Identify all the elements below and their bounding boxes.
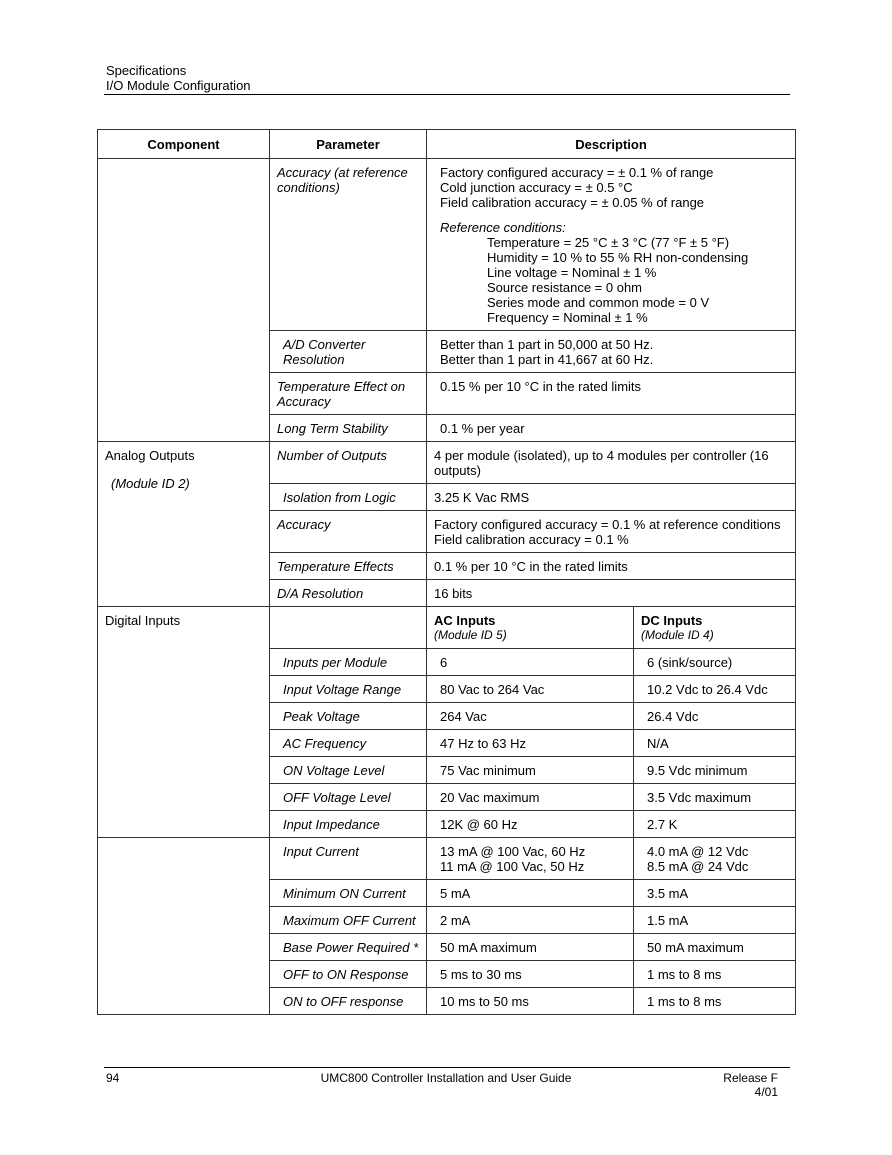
table-header-row — [98, 130, 796, 159]
desc-temp-effects: 0.1 % per 10 °C in the rated limits — [427, 553, 796, 580]
desc-line: 4.0 mA @ 12 Vdc — [647, 844, 749, 859]
footer-rule — [104, 1067, 790, 1068]
dc-value: 2.7 K — [634, 811, 796, 838]
desc-line: Better than 1 part in 41,667 at 60 Hz. — [440, 352, 654, 367]
param-blank — [270, 607, 427, 649]
param-peak-voltage: Peak Voltage — [270, 703, 427, 730]
param-long-term: Long Term Stability — [270, 415, 427, 442]
table-row — [98, 838, 796, 880]
param-on-to-off: ON to OFF response — [270, 988, 427, 1015]
param-ac-frequency: AC Frequency — [270, 730, 427, 757]
dc-value: 1 ms to 8 ms — [634, 961, 796, 988]
footer-date: 4/01 — [754, 1085, 778, 1099]
ac-value: 5 mA — [427, 880, 634, 907]
ac-inputs-title: AC Inputs — [434, 613, 496, 628]
component-analog-outputs — [98, 442, 270, 607]
desc-ad-converter — [427, 331, 796, 373]
param-ad-converter: A/D Converter Resolution — [270, 331, 427, 373]
dc-value: 3.5 mA — [634, 880, 796, 907]
desc-line: Factory configured accuracy = ± 0.1 % of range — [440, 165, 714, 180]
header-subsection: I/O Module Configuration — [106, 78, 251, 93]
desc-da-resolution: 16 bits — [427, 580, 796, 607]
table-row — [98, 159, 796, 331]
desc-accuracy — [427, 511, 796, 553]
ac-value — [427, 838, 634, 880]
desc-line: Factory configured accuracy = 0.1 % at reference conditions — [434, 517, 781, 532]
param-base-power: Base Power Required * — [270, 934, 427, 961]
desc-isolation: 3.25 K Vac RMS — [427, 484, 796, 511]
desc-accuracy-ref — [427, 159, 796, 331]
component-cell-blank — [98, 838, 270, 1015]
desc-line: Field calibration accuracy = ± 0.05 % of range — [440, 195, 705, 210]
dc-value: 50 mA maximum — [634, 934, 796, 961]
table-row — [98, 607, 796, 649]
param-maximum-off-current: Maximum OFF Current — [270, 907, 427, 934]
component-digital-inputs: Digital Inputs — [98, 607, 270, 838]
dc-value: 3.5 Vdc maximum — [634, 784, 796, 811]
footer-release — [723, 1071, 778, 1099]
param-temp-effect: Temperature Effect on Accuracy — [270, 373, 427, 415]
header-description: Description — [427, 130, 796, 159]
dc-value: 6 (sink/source) — [634, 649, 796, 676]
dc-inputs-title: DC Inputs — [641, 613, 703, 628]
param-on-voltage-level: ON Voltage Level — [270, 757, 427, 784]
desc-line: Field calibration accuracy = 0.1 % — [434, 532, 629, 547]
dc-inputs-module: (Module ID 4) — [641, 628, 714, 642]
footer-title: UMC800 Controller Installation and User Guide — [320, 1071, 572, 1085]
ac-value: 47 Hz to 63 Hz — [427, 730, 634, 757]
param-off-voltage-level: OFF Voltage Level — [270, 784, 427, 811]
ac-inputs-module: (Module ID 5) — [434, 628, 507, 642]
param-temp-effects: Temperature Effects — [270, 553, 427, 580]
header-section: Specifications — [106, 63, 187, 78]
desc-temp-effect: 0.15 % per 10 °C in the rated limits — [427, 373, 796, 415]
component-label: Analog Outputs — [105, 448, 195, 463]
ref-line: Frequency = Nominal ± 1 % — [487, 310, 648, 325]
dc-value: 1.5 mA — [634, 907, 796, 934]
param-inputs-per-module: Inputs per Module — [270, 649, 427, 676]
param-da-resolution: D/A Resolution — [270, 580, 427, 607]
ac-inputs-header — [427, 607, 634, 649]
desc-line: Better than 1 part in 50,000 at 50 Hz. — [440, 337, 654, 352]
footer-release-label: Release F — [723, 1071, 778, 1085]
desc-number-outputs: 4 per module (isolated), up to 4 modules per controller (16 outputs) — [427, 442, 796, 484]
ac-value: 75 Vac minimum — [427, 757, 634, 784]
param-input-current: Input Current — [270, 838, 427, 880]
component-cell-blank — [98, 159, 270, 442]
ref-line: Series mode and common mode = 0 V — [487, 295, 710, 310]
ac-value: 6 — [427, 649, 634, 676]
dc-value: 10.2 Vdc to 26.4 Vdc — [634, 676, 796, 703]
ac-value: 80 Vac to 264 Vac — [427, 676, 634, 703]
param-accuracy-ref: Accuracy (at reference conditions) — [270, 159, 427, 331]
desc-line: Cold junction accuracy = ± 0.5 °C — [440, 180, 633, 195]
header-component: Component — [98, 130, 270, 159]
page-header — [106, 63, 251, 93]
desc-line: 11 mA @ 100 Vac, 50 Hz — [440, 859, 585, 874]
desc-long-term: 0.1 % per year — [427, 415, 796, 442]
dc-inputs-header — [634, 607, 796, 649]
ref-line: Source resistance = 0 ohm — [487, 280, 642, 295]
header-rule — [104, 94, 790, 95]
dc-value — [634, 838, 796, 880]
param-minimum-on-current: Minimum ON Current — [270, 880, 427, 907]
ac-value: 50 mA maximum — [427, 934, 634, 961]
dc-value: N/A — [634, 730, 796, 757]
ac-value: 10 ms to 50 ms — [427, 988, 634, 1015]
footer-page-number: 94 — [106, 1071, 120, 1085]
ac-value: 2 mA — [427, 907, 634, 934]
param-number-outputs: Number of Outputs — [270, 442, 427, 484]
ref-line: Temperature = 25 °C ± 3 °C (77 °F ± 5 °F) — [487, 235, 730, 250]
param-input-impedance: Input Impedance — [270, 811, 427, 838]
ref-line: Line voltage = Nominal ± 1 % — [487, 265, 657, 280]
param-off-to-on: OFF to ON Response — [270, 961, 427, 988]
ref-line: Humidity = 10 % to 55 % RH non-condensing — [487, 250, 749, 265]
reference-conditions-title: Reference conditions: — [440, 220, 566, 235]
desc-line: 8.5 mA @ 24 Vdc — [647, 859, 749, 874]
spec-table — [97, 129, 796, 1015]
param-accuracy: Accuracy — [270, 511, 427, 553]
component-module-id: (Module ID 2) — [111, 476, 190, 491]
header-parameter: Parameter — [270, 130, 427, 159]
param-input-voltage-range: Input Voltage Range — [270, 676, 427, 703]
desc-line: 13 mA @ 100 Vac, 60 Hz — [440, 844, 586, 859]
ac-value: 264 Vac — [427, 703, 634, 730]
param-isolation: Isolation from Logic — [270, 484, 427, 511]
dc-value: 9.5 Vdc minimum — [634, 757, 796, 784]
table-row — [98, 442, 796, 484]
ac-value: 5 ms to 30 ms — [427, 961, 634, 988]
ac-value: 12K @ 60 Hz — [427, 811, 634, 838]
ac-value: 20 Vac maximum — [427, 784, 634, 811]
dc-value: 26.4 Vdc — [634, 703, 796, 730]
dc-value: 1 ms to 8 ms — [634, 988, 796, 1015]
